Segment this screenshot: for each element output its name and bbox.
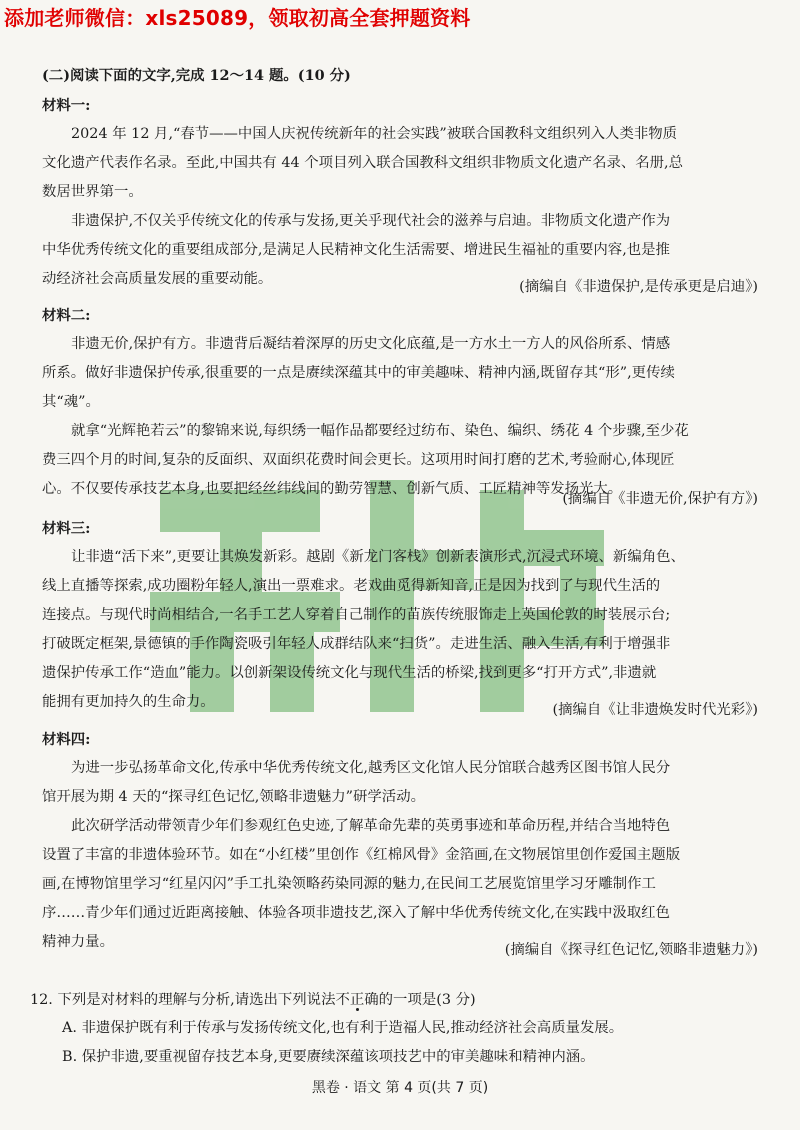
material-3-source: (摘编自《让非遗焕发时代光彩》) bbox=[552, 702, 758, 718]
material-4-line: 馆开展为期 4 天的“探寻红色记忆,领略非遗魅力”研学活动。 bbox=[42, 789, 425, 805]
material-2-line: 费三四个月的时间,复杂的反面织、双面织花费时间会更长。这项用时间打磨的艺术,考验耐心,体现匠 bbox=[42, 452, 675, 468]
material-3-line: 让非遗“活下来”,更要让其焕发新彩。越剧《新龙门客栈》创新表演形式,沉浸式环境、新编角色、 bbox=[71, 549, 685, 565]
material-4-line: 序……青少年们通过近距离接触、体验各项非遗技艺,深入了解中华优秀传统文化,在实践中汲取红色 bbox=[42, 905, 670, 921]
option-b: B. 保护非遗,要重视留存技艺本身,更要赓续深蕴该项技艺中的审美趣味和精神内涵。 bbox=[62, 1049, 595, 1065]
material-4-line: 精神力量。 bbox=[42, 934, 114, 950]
option-a: A. 非遗保护既有利于传承与发扬传统文化,也有利于造福人民,推动经济社会高质量发展。 bbox=[62, 1020, 624, 1036]
material-2-line: 心。不仅要传承技艺本身,也要把经丝纬线间的勤劳智慧、创新气质、工匠精神等发扬光大。 bbox=[42, 481, 623, 497]
material-1-line: 非遗保护,不仅关乎传统文化的传承与发扬,更关乎现代社会的滋养与启迪。非物质文化遗产作为 bbox=[71, 213, 671, 229]
material-1-label: 材料一: bbox=[42, 97, 91, 114]
material-2-line: 就拿“光辉艳若云”的黎锦来说,每织绣一幅作品都要经过纺布、染色、编织、绣花 4 个步骤,至少花 bbox=[71, 423, 689, 439]
material-2-line: 非遗无价,保护有方。非遗背后凝结着深厚的历史文化底蕴,是一方水土一方人的风俗所系、情感 bbox=[71, 336, 671, 352]
page-footer: 黑卷 · 语文 第 4 页(共 7 页) bbox=[311, 1080, 489, 1096]
question-stem-after: 的一项是(3 分) bbox=[378, 992, 476, 1008]
material-1-line: 数居世界第一。 bbox=[42, 184, 143, 200]
material-3-line: 连接点。与现代时尚相结合,一名手工艺人穿着自己制作的苗族传统服饰走上英国伦敦的时装展示台; bbox=[42, 607, 671, 623]
material-4-line: 画,在博物馆里学习“红星闪闪”手工扎染领略药染同源的魅力,在民间工艺展览馆里学习牙雕制作工 bbox=[42, 876, 656, 892]
material-2-label: 材料二: bbox=[42, 307, 91, 324]
material-3-line: 打破既定框架,景德镇的手作陶瓷吸引年轻人成群结队来“扫货”。走进生活、融入生活,有利于增强非 bbox=[42, 636, 671, 652]
material-4-line: 此次研学活动带领青少年们参观红色史迹,了解革命先辈的英勇事迹和革命历程,并结合当地特色 bbox=[71, 818, 671, 834]
material-1-line: 文化遗产代表作名录。至此,中国共有 44 个项目列入联合国教科文组织非物质文化遗产名录、名册,总 bbox=[42, 155, 684, 171]
material-3-line: 遗保护传承工作“造血”能力。以创新架设传统文化与现代生活的桥梁,找到更多“打开方式”,非遗就 bbox=[42, 665, 657, 681]
material-1-source: (摘编自《非遗保护,是传承更是启迪》) bbox=[519, 279, 758, 295]
question-emphasis: 不正确 bbox=[335, 992, 379, 1008]
material-3-label: 材料三: bbox=[42, 520, 91, 537]
material-3-line: 能拥有更加持久的生命力。 bbox=[42, 694, 215, 710]
material-1-line: 中华优秀传统文化的重要组成部分,是满足人民精神文化生活需要、增进民生福祉的重要内容,也是推 bbox=[42, 242, 670, 258]
material-2-source: (摘编自《非遗无价,保护有方》) bbox=[562, 491, 758, 507]
material-1-line: 动经济社会高质量发展的重要动能。 bbox=[42, 271, 273, 287]
section-title: (二)阅读下面的文字,完成 12～14 题。(10 分) bbox=[42, 67, 351, 84]
material-4-label: 材料四: bbox=[42, 731, 91, 748]
question-12-stem bbox=[30, 986, 476, 1015]
material-4-line: 设置了丰富的非遗体验环节。如在“小红楼”里创作《红棉风骨》金箔画,在文物展馆里创作爱国主题版 bbox=[42, 847, 681, 863]
material-2-line: 所系。做好非遗保护传承,很重要的一点是赓续深蕴其中的审美趣味、精神内涵,既留存其“形”,更传续 bbox=[42, 365, 675, 381]
question-stem-before: 12. 下列是对材料的理解与分析,请选出下列说法 bbox=[30, 992, 336, 1008]
material-4-line: 为进一步弘扬革命文化,传承中华优秀传统文化,越秀区文化馆人民分馆联合越秀区图书馆人民分 bbox=[71, 760, 671, 776]
material-2-line: 其“魂”。 bbox=[42, 394, 100, 410]
material-1-line: 2024 年 12 月,“春节——中国人庆祝传统新年的社会实践”被联合国教科文组织列入人类非物质 bbox=[71, 126, 678, 142]
promo-banner: 添加老师微信：xls25089，领取初高全套押题资料 bbox=[4, 6, 471, 30]
material-4-source: (摘编自《探寻红色记忆,领略非遗魅力》) bbox=[504, 942, 758, 958]
material-3-line: 线上直播等探索,成功圈粉年轻人,演出一票难求。老戏曲觅得新知音,正是因为找到了与现代生活的 bbox=[42, 578, 661, 594]
